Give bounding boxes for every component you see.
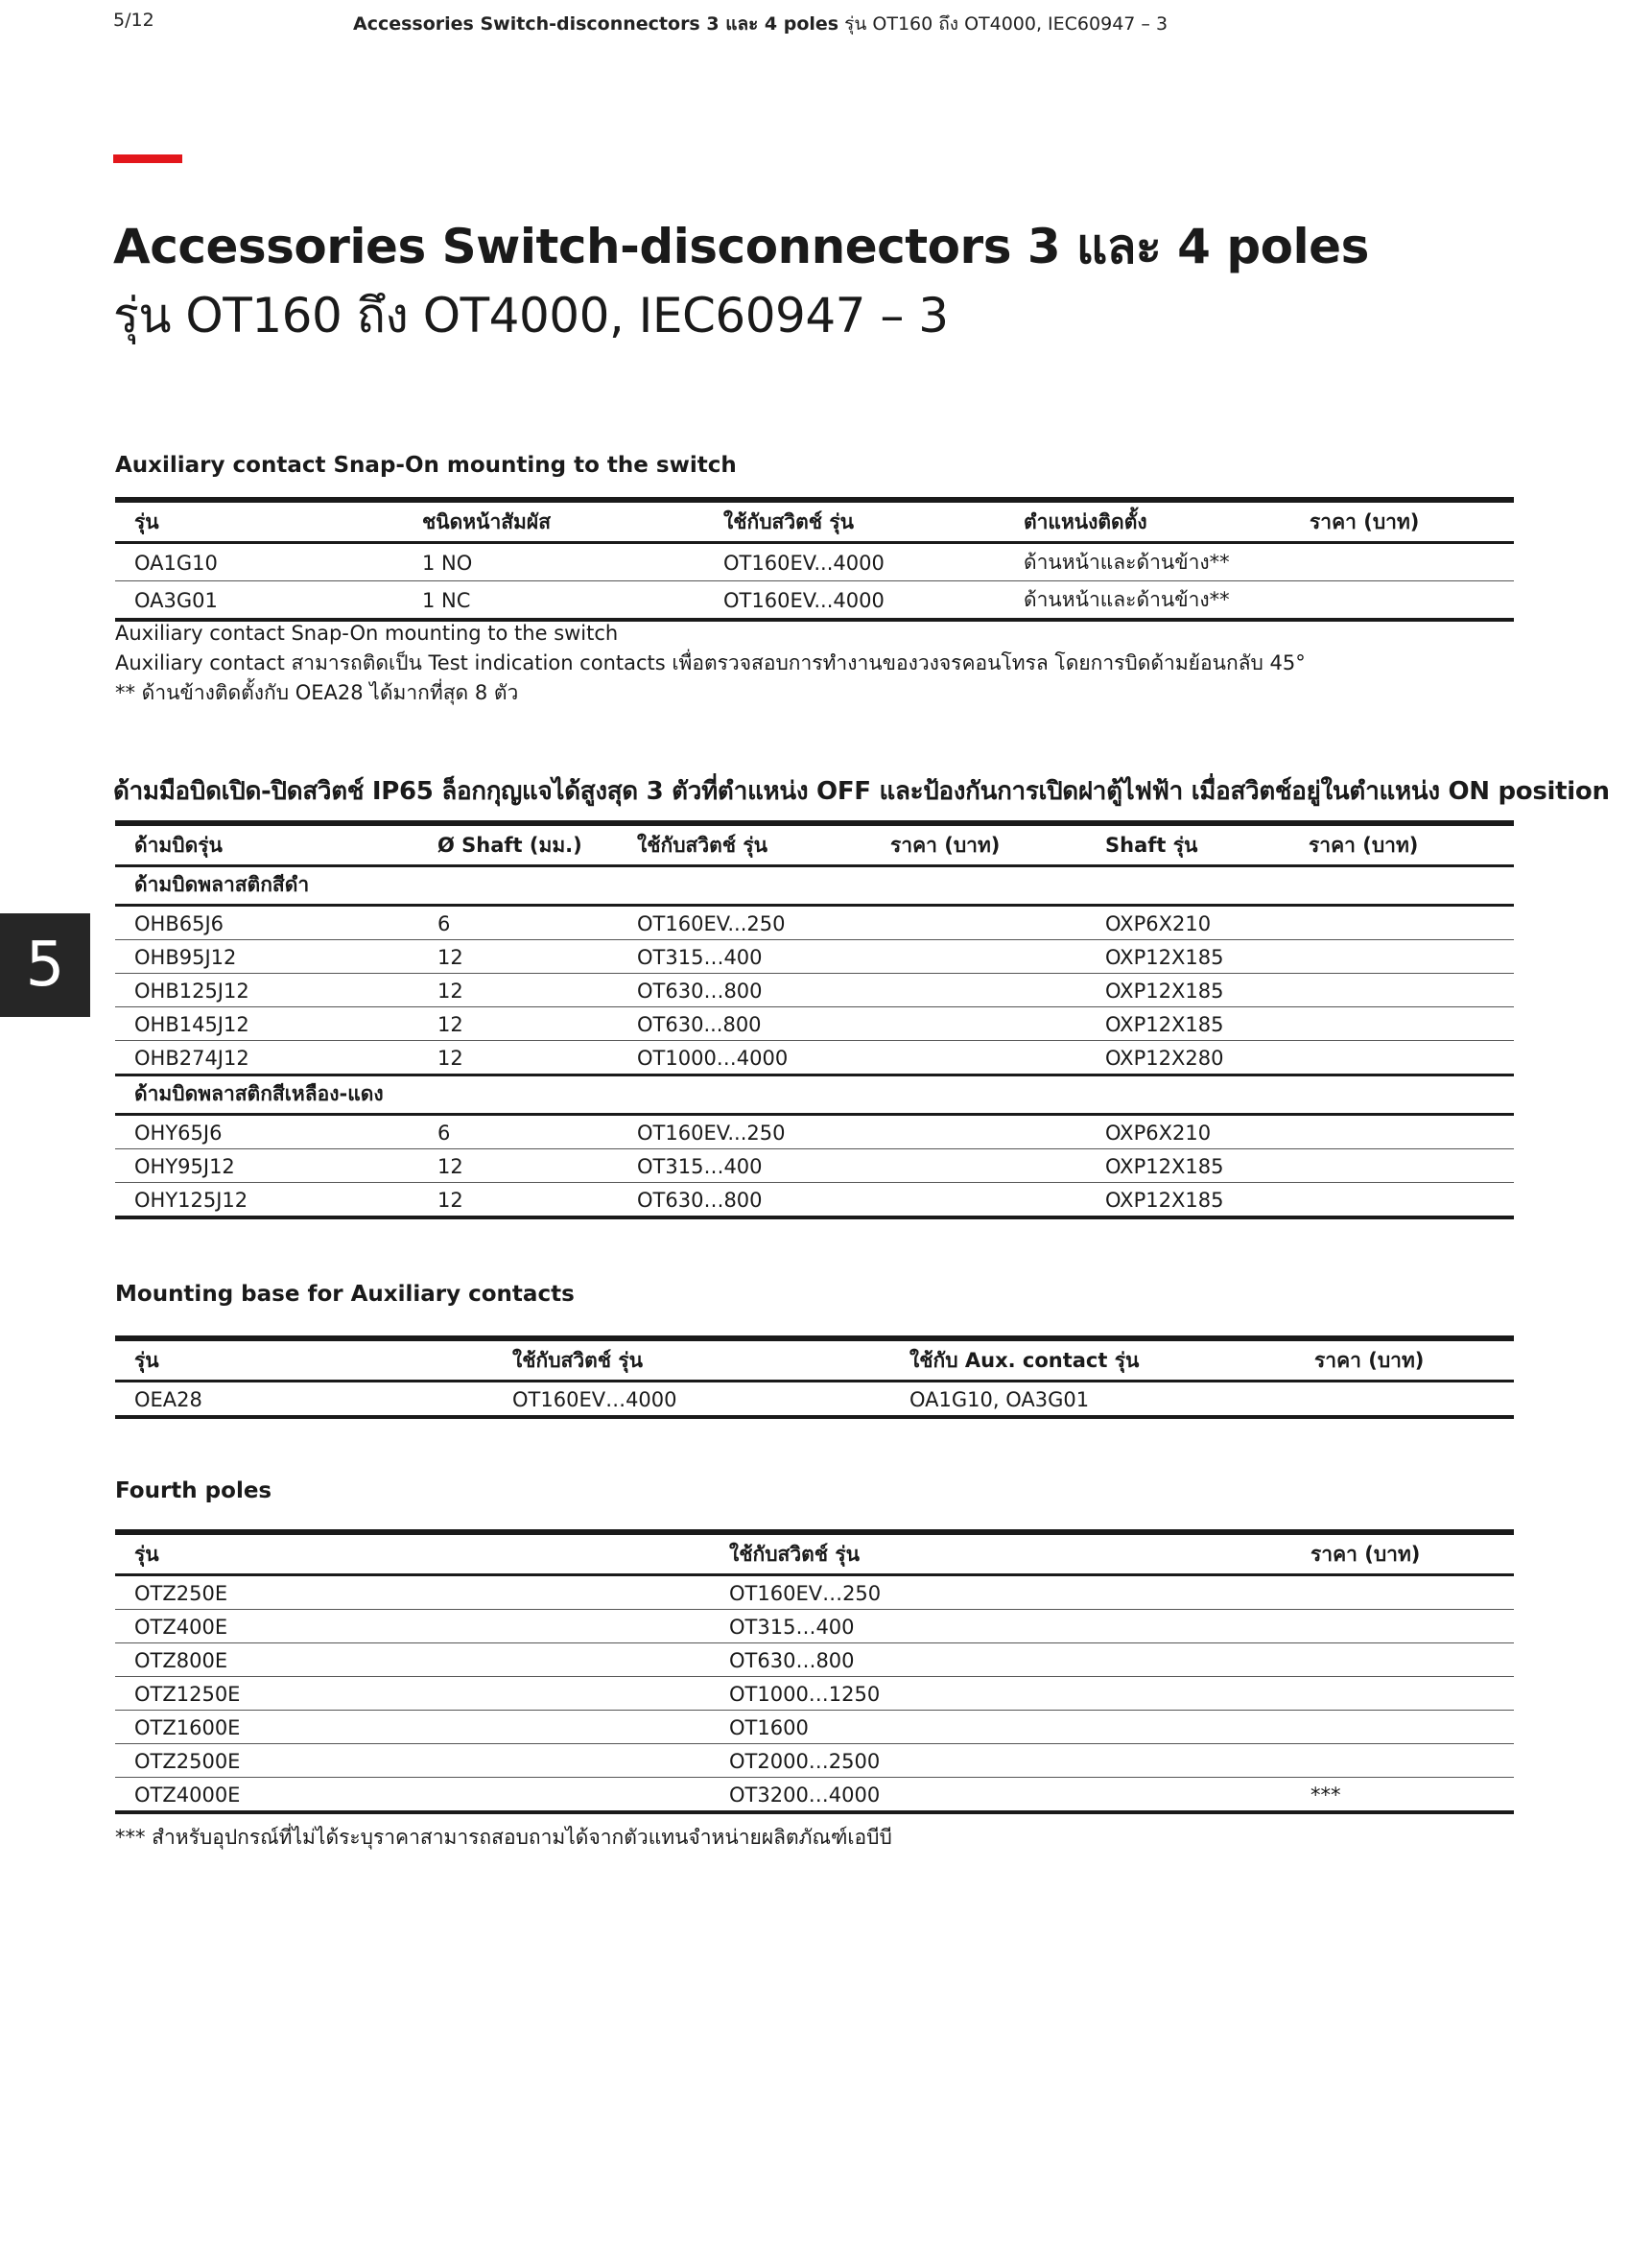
column-header: ราคา (บาท) bbox=[871, 823, 1086, 866]
table-cell bbox=[1289, 974, 1514, 1007]
table-cell: OXP6X210 bbox=[1086, 1115, 1289, 1149]
running-title-bold: Accessories Switch-disconnectors 3 และ 4 poles bbox=[353, 13, 839, 35]
table-cell: OXP12X185 bbox=[1086, 1149, 1289, 1183]
fourth-poles-footnote: *** สำหรับอุปกรณ์ที่ไม่ได้ระบุราคาสามารถสอบถามได้จากตัวแทนจำหน่ายผลิตภัณฑ์เอบีบี bbox=[115, 1826, 892, 1849]
handles-title: ด้ามมือบิดเปิด-ปิดสวิตช์ IP65 ล็อกกุญแจได้สูงสุด 3 ตัวที่ตำแหน่ง OFF และป้องกันการเปิดฝาตู้ไฟฟ้า เมื่อสวิตช์อยู่ในตำแหน่ง ON position bbox=[113, 777, 1610, 806]
table-cell bbox=[1290, 543, 1514, 581]
table-cell: OHB125J12 bbox=[115, 974, 418, 1007]
table-cell bbox=[1289, 1007, 1514, 1041]
table-cell: OT160EV...250 bbox=[618, 906, 871, 940]
note-line: Auxiliary contact Snap-On mounting to the switch bbox=[115, 622, 619, 645]
table-row bbox=[115, 1744, 1514, 1778]
table-cell bbox=[871, 1007, 1086, 1041]
table-cell: OTZ1600E bbox=[115, 1711, 710, 1744]
table-cell: OHB95J12 bbox=[115, 940, 418, 974]
chapter-tab: 5 bbox=[0, 913, 90, 1017]
table-row bbox=[115, 974, 1514, 1007]
table-row bbox=[115, 1677, 1514, 1711]
aux-contact-title: Auxiliary contact Snap-On mounting to the switch bbox=[115, 453, 737, 478]
table-cell bbox=[1291, 1575, 1514, 1610]
table-cell bbox=[1291, 1610, 1514, 1643]
table-cell: OHB65J6 bbox=[115, 906, 418, 940]
table-cell: OXP12X280 bbox=[1086, 1041, 1289, 1075]
table-cell: OXP12X185 bbox=[1086, 974, 1289, 1007]
table-row bbox=[115, 1382, 1514, 1418]
table-cell: OXP12X185 bbox=[1086, 940, 1289, 974]
table-cell bbox=[1291, 1744, 1514, 1778]
column-header: ใช้กับสวิตช์ รุ่น bbox=[618, 823, 871, 866]
note-line: ** ด้านข้างติดตั้งกับ OEA28 ได้มากที่สุด 8 ตัว bbox=[115, 681, 519, 704]
table-row bbox=[115, 906, 1514, 940]
table-cell: OT160EV...4000 bbox=[723, 588, 885, 612]
table-cell: OTZ1250E bbox=[115, 1677, 710, 1711]
column-header: รุ่น bbox=[115, 1338, 493, 1382]
table-cell bbox=[1291, 1711, 1514, 1744]
table-cell: OXP6X210 bbox=[1086, 906, 1289, 940]
table-cell bbox=[1291, 1643, 1514, 1677]
table-cell: 6 bbox=[418, 906, 618, 940]
column-header: ตำแหน่งติดตั้ง bbox=[1004, 500, 1290, 543]
table-cell: OT2000…2500 bbox=[710, 1744, 1291, 1778]
table-row bbox=[115, 1575, 1514, 1610]
table-cell: 1 NO bbox=[403, 543, 704, 581]
column-header: รุ่น bbox=[115, 500, 403, 543]
aux-contact-notes bbox=[115, 619, 1306, 708]
column-header: ชนิดหน้าสัมผัส bbox=[403, 500, 704, 543]
table-cell: OT160EV...250 bbox=[618, 1115, 871, 1149]
table-cell bbox=[871, 974, 1086, 1007]
table-cell bbox=[871, 1115, 1086, 1149]
table-row bbox=[115, 1778, 1514, 1813]
table-row bbox=[115, 581, 1514, 621]
column-header: ราคา (บาท) bbox=[1295, 1338, 1514, 1382]
table-cell: OHB145J12 bbox=[115, 1007, 418, 1041]
fourth-poles-table bbox=[115, 1529, 1514, 1814]
table-cell: OT630…800 bbox=[637, 1188, 763, 1212]
page-header bbox=[113, 10, 1516, 38]
table-cell: OT630…800 bbox=[710, 1643, 1291, 1677]
table-cell: 6 bbox=[418, 1115, 618, 1149]
table-cell: OT315…400 bbox=[618, 940, 871, 974]
table-header-row bbox=[115, 1338, 1514, 1382]
column-header: ด้ามบิดรุ่น bbox=[115, 823, 418, 866]
group-label: ด้ามบิดพลาสติกสีเหลือง-แดง bbox=[115, 1075, 1514, 1115]
table-cell: OT160EV…250 bbox=[710, 1575, 1291, 1610]
mounting-base-table bbox=[115, 1335, 1514, 1419]
column-header: ใช้กับสวิตช์ รุ่น bbox=[710, 1532, 1291, 1575]
column-header: ใช้กับ Aux. contact รุ่น bbox=[890, 1338, 1295, 1382]
handles-table bbox=[115, 820, 1514, 1219]
column-header: ใช้กับสวิตช์ รุ่น bbox=[493, 1338, 890, 1382]
table-cell: OT1000…4000 bbox=[618, 1041, 871, 1075]
table-cell bbox=[1289, 940, 1514, 974]
table-cell: OTZ400E bbox=[115, 1610, 710, 1643]
column-header: ราคา (บาท) bbox=[1290, 500, 1514, 543]
table-row bbox=[115, 1007, 1514, 1041]
table-cell: OHB274J12 bbox=[115, 1041, 418, 1075]
mounting-base-title: Mounting base for Auxiliary contacts bbox=[115, 1282, 575, 1307]
table-cell bbox=[871, 1183, 1086, 1218]
table-row bbox=[115, 1643, 1514, 1677]
column-header: ราคา (บาท) bbox=[1291, 1532, 1514, 1575]
table-cell bbox=[871, 1149, 1086, 1183]
table-cell: OHY65J6 bbox=[115, 1115, 418, 1149]
table-cell: 12 bbox=[418, 1041, 618, 1075]
table-cell: OA3G01 bbox=[134, 588, 218, 612]
table-cell bbox=[1290, 581, 1514, 621]
table-cell bbox=[1289, 1115, 1514, 1149]
table-cell: 1 NC bbox=[422, 588, 471, 612]
running-title bbox=[353, 10, 1168, 38]
table-cell bbox=[871, 906, 1086, 940]
column-header: Shaft รุ่น bbox=[1086, 823, 1289, 866]
column-header: รุ่น bbox=[115, 1532, 710, 1575]
table-row bbox=[115, 940, 1514, 974]
accent-bar bbox=[113, 154, 182, 163]
table-row bbox=[115, 1115, 1514, 1149]
table-row bbox=[115, 1610, 1514, 1643]
column-header: ใช้กับสวิตช์ รุ่น bbox=[704, 500, 1004, 543]
table-cell: OTZ250E bbox=[115, 1575, 710, 1610]
table-cell bbox=[1289, 1183, 1514, 1218]
table-cell: ด้านหน้าและด้านข้าง** bbox=[1024, 588, 1230, 611]
table-cell bbox=[1289, 906, 1514, 940]
table-cell: OXP12X185 bbox=[1105, 1188, 1224, 1212]
table-cell: OT630…800 bbox=[618, 974, 871, 1007]
table-cell: 12 bbox=[418, 940, 618, 974]
table-cell bbox=[1289, 1149, 1514, 1183]
aux-contact-table bbox=[115, 497, 1514, 622]
table-row bbox=[115, 1041, 1514, 1075]
column-header: Ø Shaft (มม.) bbox=[418, 823, 618, 866]
page-subtitle: รุ่น OT160 ถึง OT4000, IEC60947 – 3 bbox=[113, 288, 949, 343]
table-cell: OT3200…4000 bbox=[729, 1783, 881, 1807]
table-cell: OXP12X185 bbox=[1086, 1007, 1289, 1041]
table-cell: OT1000…1250 bbox=[710, 1677, 1291, 1711]
table-cell: OTZ800E bbox=[115, 1643, 710, 1677]
table-cell: OHY125J12 bbox=[134, 1188, 248, 1212]
table-cell: OT315…400 bbox=[618, 1149, 871, 1183]
table-row bbox=[115, 543, 1514, 581]
table-cell bbox=[871, 940, 1086, 974]
table-cell bbox=[1289, 1041, 1514, 1075]
table-cell: OHY95J12 bbox=[115, 1149, 418, 1183]
table-cell: 12 bbox=[418, 974, 618, 1007]
table-cell bbox=[1295, 1382, 1514, 1418]
running-title-rest: รุ่น OT160 ถึง OT4000, IEC60947 – 3 bbox=[838, 13, 1169, 35]
table-header-row bbox=[115, 500, 1514, 543]
table-cell: OA1G10, OA3G01 bbox=[909, 1387, 1090, 1411]
note-line: Auxiliary contact สามารถติดเป็น Test indication contacts เพื่อตรวจสอบการทำงานของวงจรคอนโทรล โดยการบิดด้ามย้อนกลับ 45° bbox=[115, 651, 1306, 674]
table-cell: OEA28 bbox=[134, 1387, 202, 1411]
table-row bbox=[115, 1183, 1514, 1218]
table-cell bbox=[871, 1041, 1086, 1075]
fourth-poles-title: Fourth poles bbox=[115, 1478, 272, 1503]
group-row bbox=[115, 1075, 1514, 1115]
table-cell: 12 bbox=[437, 1188, 463, 1212]
table-cell: OA1G10 bbox=[115, 543, 403, 581]
table-row bbox=[115, 1149, 1514, 1183]
column-header: ราคา (บาท) bbox=[1289, 823, 1514, 866]
table-cell bbox=[1291, 1677, 1514, 1711]
page-number: 5/12 bbox=[113, 10, 154, 31]
table-header-row bbox=[115, 823, 1514, 866]
table-cell: OT315…400 bbox=[710, 1610, 1291, 1643]
table-cell: OTZ2500E bbox=[115, 1744, 710, 1778]
table-cell: OT160EV...4000 bbox=[704, 543, 1004, 581]
table-cell: 12 bbox=[418, 1149, 618, 1183]
table-header-row bbox=[115, 1532, 1514, 1575]
page-title: Accessories Switch-disconnectors 3 และ 4 poles bbox=[113, 219, 1369, 274]
table-cell: OTZ4000E bbox=[134, 1783, 241, 1807]
group-row bbox=[115, 866, 1514, 906]
table-cell: OT160EV…4000 bbox=[512, 1387, 677, 1411]
table-cell: OT1600 bbox=[710, 1711, 1291, 1744]
table-cell: ด้านหน้าและด้านข้าง** bbox=[1004, 543, 1290, 581]
table-row bbox=[115, 1711, 1514, 1744]
table-cell: *** bbox=[1310, 1783, 1341, 1807]
group-label: ด้ามบิดพลาสติกสีดำ bbox=[115, 866, 1514, 906]
table-cell: OT630...800 bbox=[618, 1007, 871, 1041]
table-cell: 12 bbox=[418, 1007, 618, 1041]
